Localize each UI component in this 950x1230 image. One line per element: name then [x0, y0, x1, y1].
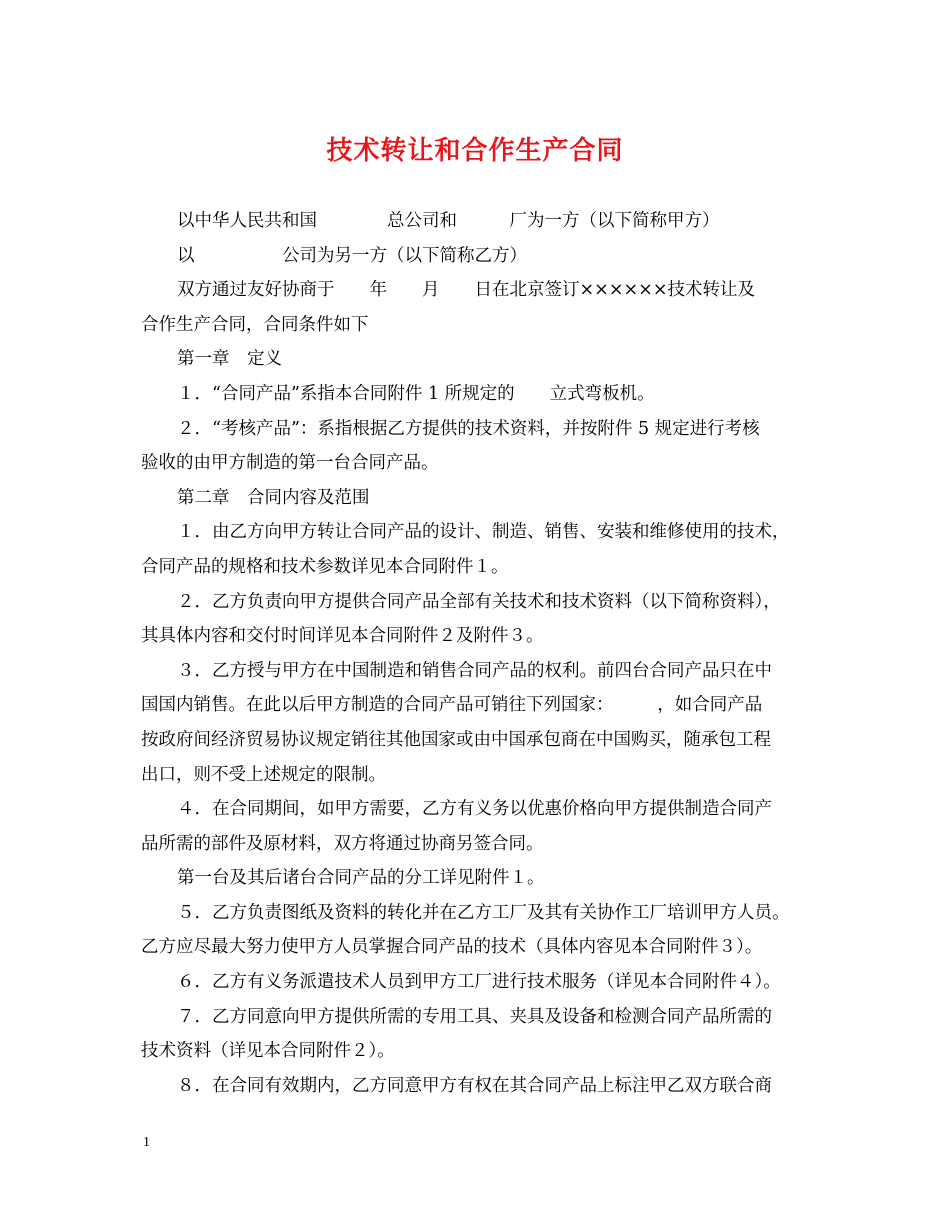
- paragraph-line: １．由乙方向甲方转让合同产品的设计、制造、销售、安装和维修使用的技术，: [177, 522, 790, 543]
- paragraph-line: 国国内销售。在此以后甲方制造的合同产品可销往下列国家： ，如合同产品: [141, 695, 763, 716]
- chapter-heading: 第一章 定义: [177, 349, 282, 370]
- chapter-heading: 第二章 合同内容及范围: [177, 487, 370, 508]
- paragraph-line: 验收的由甲方制造的第一台合同产品。: [141, 453, 439, 474]
- paragraph-line: ５．乙方负责图纸及资料的转化并在乙方工厂及其有关协作工厂培训甲方人员。: [177, 902, 790, 923]
- paragraph-line: 品所需的部件及原材料，双方将通过协商另签合同。: [141, 833, 544, 854]
- paragraph-line: 合同产品的规格和技术参数详见本合同附件１。: [141, 556, 509, 577]
- paragraph-line: ２．“考核产品”：系指根据乙方提供的技术资料，并按附件 5 规定进行考核: [177, 418, 760, 439]
- paragraph-line: ６．乙方有义务派遣技术人员到甲方工厂进行技术服务（详见本合同附件４）。: [177, 972, 781, 993]
- paragraph-line: ８．在合同有效期内，乙方同意甲方有权在其合同产品上标注甲乙双方联合商: [177, 1075, 772, 1096]
- paragraph-line: 按政府间经济贸易协议规定销往其他国家或由中国承包商在中国购买，随承包工程: [141, 729, 771, 750]
- paragraph-line: ３．乙方授与甲方在中国制造和销售合同产品的权利。前四台合同产品只在中: [177, 660, 772, 681]
- paragraph-line: 其具体内容和交付时间详见本合同附件２及附件３。: [141, 626, 544, 647]
- paragraph-line: 第一台及其后诸台合同产品的分工详见附件１。: [177, 868, 545, 889]
- document-body: [141, 204, 821, 1103]
- paragraph-line: １．“合同产品”系指本合同附件 1 所规定的 立式弯板机。: [177, 383, 655, 404]
- paragraph-line: ４．在合同期间，如甲方需要，乙方有义务以优惠价格向甲方提供制造合同产: [177, 799, 772, 820]
- paragraph-line: ７．乙方同意向甲方提供所需的专用工具、夹具及设备和检测合同产品所需的: [177, 1006, 772, 1027]
- paragraph-line: 技术资料（详见本合同附件２）。: [141, 1041, 395, 1062]
- paragraph-line: 双方通过友好协商于 年 月 日在北京签订××××××技术转让及: [177, 280, 755, 301]
- document-title: 技术转让和合作生产合同: [326, 136, 624, 166]
- paragraph-line: 以中华人民共和国 总公司和 厂为一方（以下简称甲方）: [177, 211, 720, 231]
- paragraph-line: 合作生产合同，合同条件如下: [141, 314, 369, 335]
- page-number: 1: [143, 1135, 150, 1150]
- paragraph-line: ２．乙方负责向甲方提供合同产品全部有关技术和技术资料（以下简称资料），: [177, 591, 781, 612]
- paragraph-line: 出口，则不受上述规定的限制。: [141, 764, 386, 785]
- paragraph-line: 以 公司为另一方（以下简称乙方）: [177, 245, 527, 266]
- paragraph-line: 乙方应尽最大努力使甲方人员掌握合同产品的技术（具体内容见本合同附件３）。: [141, 937, 763, 958]
